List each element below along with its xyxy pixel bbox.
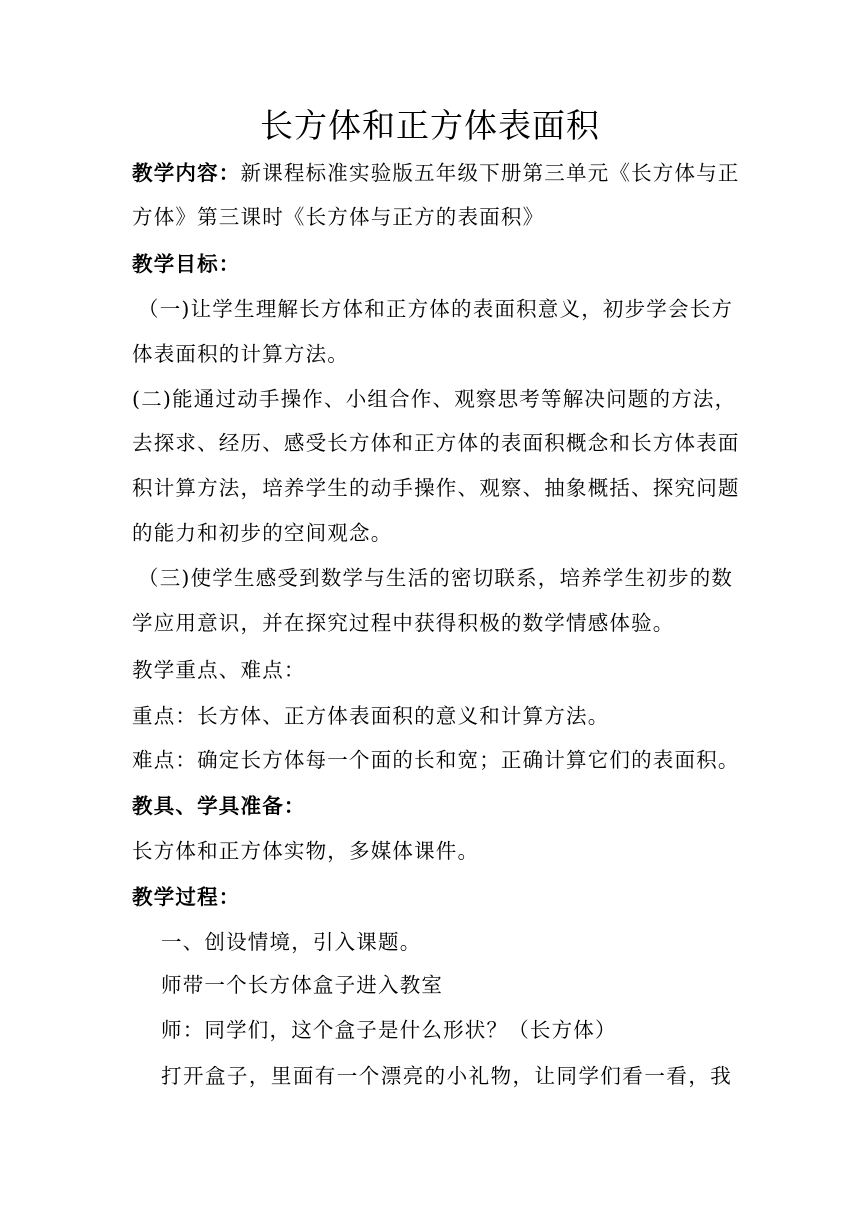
objective-2-line-4: 的能力和初步的空间观念。 <box>132 521 393 545</box>
objective-3-line-1: （三)使学生感受到数学与生活的密切联系，培养学生初步的数 <box>138 566 734 590</box>
process-paragraph-2: 师：同学们，这个盒子是什么形状？（长方体） <box>161 1018 617 1042</box>
objective-2-line-2: 去探求、经历、感受长方体和正方体的表面积概念和长方体表面 <box>132 431 740 455</box>
objectives-heading: 教学目标： <box>132 252 241 276</box>
key-point-text: 重点：长方体、正方体表面积的意义和计算方法。 <box>132 704 610 728</box>
process-paragraph-1: 师带一个长方体盒子进入教室 <box>161 973 444 997</box>
page-title: 长方体和正方体表面积 <box>260 106 600 145</box>
objective-1-line-2: 体表面积的计算方法。 <box>132 342 349 366</box>
objective-2-line-3: 积计算方法，培养学生的动手操作、观察、抽象概括、探究问题 <box>132 476 740 500</box>
difficult-point-text: 难点：确定长方体每一个面的长和宽；正确计算它们的表面积。 <box>132 748 740 772</box>
objective-3-line-2: 学应用意识，并在探究过程中获得积极的数学情感体验。 <box>132 611 675 635</box>
objective-2-line-1: (二)能通过动手操作、小组合作、观察思考等解决问题的方法， <box>132 387 737 411</box>
process-paragraph-3: 打开盒子，里面有一个漂亮的小礼物，让同学们看一看，我 <box>161 1064 732 1088</box>
tools-heading: 教具、学具准备： <box>132 794 306 818</box>
objective-1-line-1: （一)让学生理解长方体和正方体的表面积意义，初步学会长方 <box>138 297 734 321</box>
content-line-2: 方体》第三课时《长方体与正方的表面积》 <box>132 205 545 229</box>
content-label: 教学内容： <box>132 161 241 185</box>
process-step-1: 一、创设情境，引入课题。 <box>161 930 422 954</box>
content-line-1 <box>132 158 740 188</box>
key-points-heading: 教学重点、难点： <box>132 658 306 682</box>
content-text-1: 新课程标准实验版五年级下册第三单元《长方体与正 <box>240 161 740 185</box>
tools-text: 长方体和正方体实物，多媒体课件。 <box>132 839 480 863</box>
process-heading: 教学过程： <box>132 885 241 909</box>
